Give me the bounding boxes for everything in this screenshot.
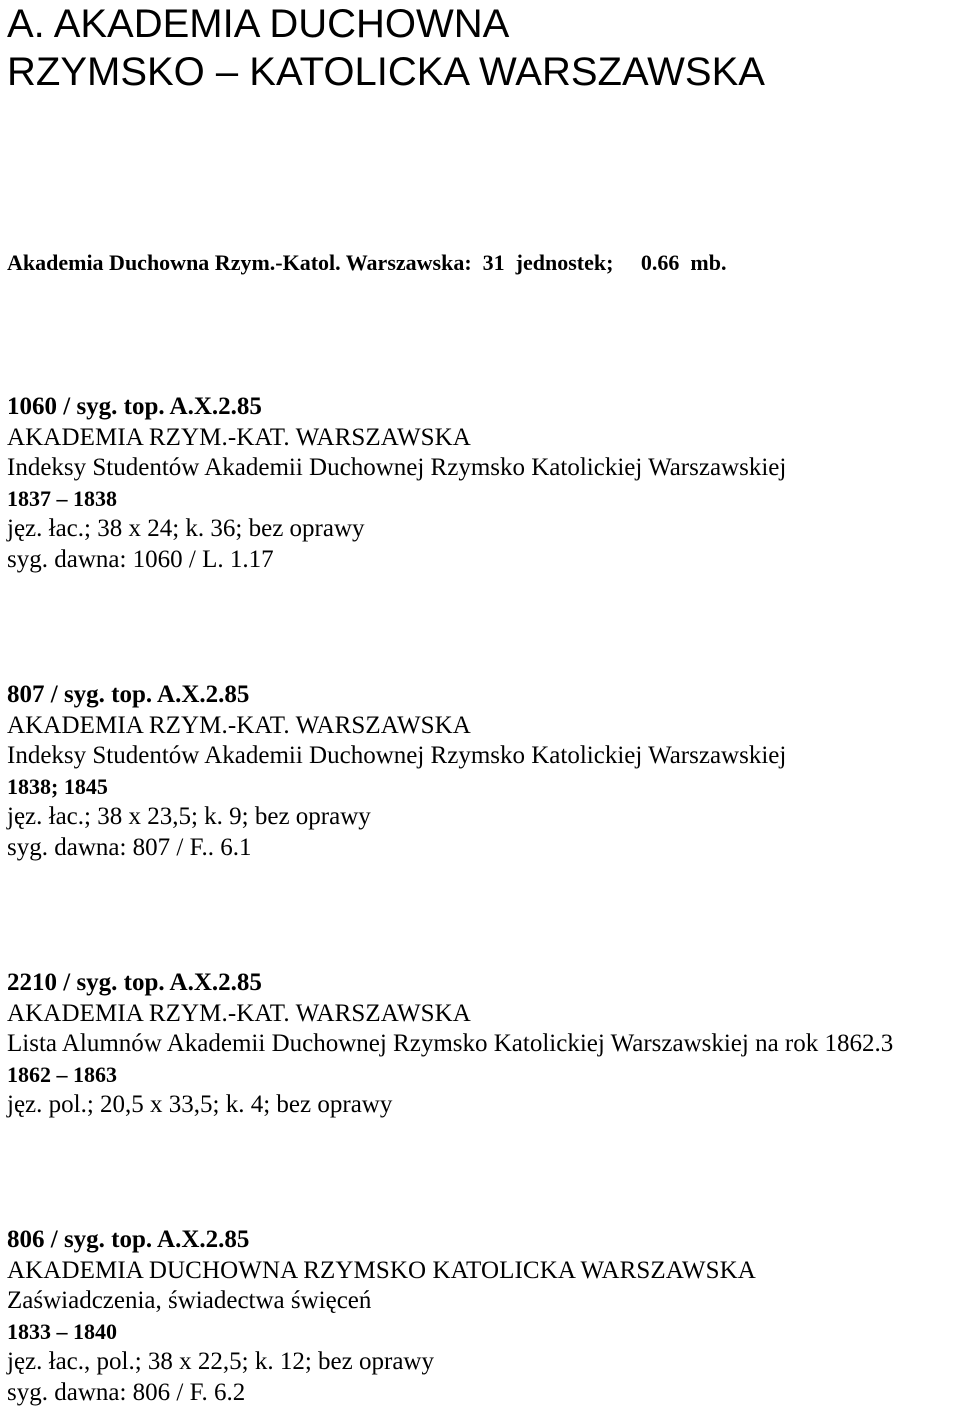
record-signature: 807 / syg. top. A.X.2.85 [7,681,250,708]
page-title-line-2: RZYMSKO – KATOLICKA WARSZAWSKA [7,50,765,94]
record-signature: 2210 / syg. top. A.X.2.85 [7,969,262,996]
record-institution: AKADEMIA RZYM.-KAT. WARSZAWSKA [7,711,471,739]
record-description: Lista Alumnów Akademii Duchownej Rzymsko Katolickiej Warszawskiej na rok 1862.3 [7,1030,894,1058]
record-signature: 806 / syg. top. A.X.2.85 [7,1226,250,1253]
record-institution: AKADEMIA RZYM.-KAT. WARSZAWSKA [7,423,471,451]
record-description: Indeksy Studentów Akademii Duchownej Rzymsko Katolickiej Warszawskiej [7,454,787,482]
page-title-line-1: A. AKADEMIA DUCHOWNA [7,2,510,46]
page-title [7,0,957,96]
record-institution: AKADEMIA DUCHOWNA RZYMSKO KATOLICKA WARSZAWSKA [7,1256,756,1284]
archive-record [7,1225,957,1409]
record-signature: 1060 / syg. top. A.X.2.85 [7,393,262,420]
collection-summary: Akademia Duchowna Rzym.-Katol. Warszawska: 31 jednostek; 0.66 mb. [7,250,727,275]
record-old-signature: syg. dawna: 806 / F. 6.2 [7,1378,246,1406]
record-institution: AKADEMIA RZYM.-KAT. WARSZAWSKA [7,999,471,1027]
record-physical-description: jęz. łac.; 38 x 24; k. 36; bez oprawy [7,515,365,543]
record-old-signature: syg. dawna: 1060 / L. 1.17 [7,545,274,573]
record-physical-description: jęz. łac., pol.; 38 x 22,5; k. 12; bez oprawy [7,1348,434,1376]
record-years: 1837 – 1838 [7,485,117,511]
record-physical-description: jęz. łac.; 38 x 23,5; k. 9; bez oprawy [7,803,371,831]
record-description: Zaświadczenia, świadectwa święceń [7,1287,372,1315]
record-years: 1862 – 1863 [7,1061,117,1087]
document-page [7,0,957,1406]
record-years: 1838; 1845 [7,773,108,799]
record-years: 1833 – 1840 [7,1318,117,1344]
archive-record [7,968,957,1121]
record-old-signature: syg. dawna: 807 / F.. 6.1 [7,833,252,861]
record-description: Indeksy Studentów Akademii Duchownej Rzymsko Katolickiej Warszawskiej [7,742,787,770]
archive-record [7,680,957,864]
record-physical-description: jęz. pol.; 20,5 x 33,5; k. 4; bez oprawy [7,1091,393,1119]
archive-record [7,392,957,576]
